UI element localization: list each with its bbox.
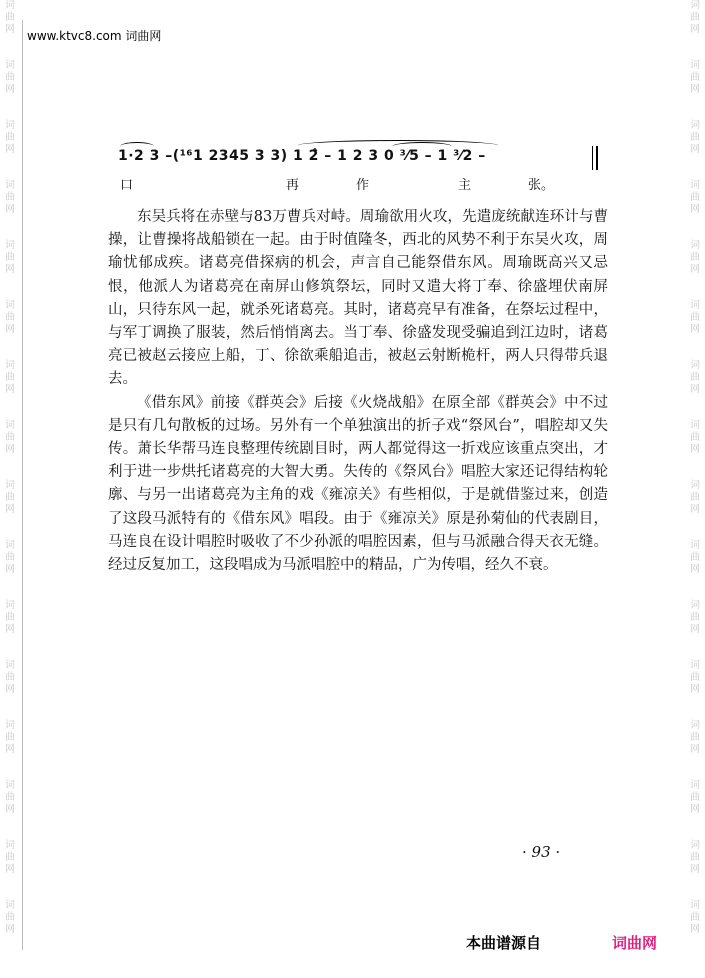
footer-site-link[interactable]: 词曲网	[612, 934, 658, 952]
watermark-char: 网	[690, 684, 700, 695]
watermark-char: 曲	[690, 852, 700, 863]
watermark-char: 网	[690, 864, 700, 875]
watermark-group	[2, 0, 18, 60]
score-lyric: 再	[286, 178, 300, 193]
watermark-char: 网	[5, 804, 15, 815]
watermark-char: 网	[5, 144, 15, 155]
watermark-group	[687, 420, 703, 480]
watermark-char: 曲	[690, 12, 700, 23]
watermark-char: 曲	[5, 612, 15, 623]
watermark-char: 曲	[5, 552, 15, 563]
watermark-char: 曲	[690, 792, 700, 803]
score-lyric: 主	[458, 178, 472, 193]
footer-source-label: 本曲谱源自	[466, 934, 542, 952]
watermark-char: 网	[5, 684, 15, 695]
watermark-char: 词	[5, 120, 15, 131]
watermark-char: 网	[5, 384, 15, 395]
watermark-group	[2, 780, 18, 840]
watermark-char: 网	[5, 84, 15, 95]
watermark-char: 词	[5, 360, 15, 371]
watermark-char: 曲	[5, 192, 15, 203]
watermark-group	[687, 360, 703, 420]
watermark-group	[2, 660, 18, 720]
watermark-char: 网	[690, 84, 700, 95]
score-lyric: 张。	[528, 178, 555, 193]
watermark-char: 曲	[690, 912, 700, 923]
watermark-char: 词	[690, 180, 700, 191]
left-watermark-column	[2, 0, 18, 960]
watermark-char: 曲	[5, 732, 15, 743]
watermark-group	[687, 300, 703, 360]
watermark-group	[687, 60, 703, 120]
watermark-char: 词	[5, 180, 15, 191]
watermark-group	[2, 600, 18, 660]
watermark-char: 网	[5, 924, 15, 935]
watermark-char: 曲	[690, 432, 700, 443]
watermark-group	[2, 300, 18, 360]
watermark-char: 网	[690, 384, 700, 395]
watermark-char: 网	[690, 324, 700, 335]
watermark-char: 词	[690, 540, 700, 551]
watermark-group	[2, 180, 18, 240]
watermark-char: 曲	[5, 912, 15, 923]
watermark-char: 词	[690, 60, 700, 71]
watermark-char: 词	[5, 660, 15, 671]
watermark-char: 网	[690, 744, 700, 755]
watermark-char: 词	[690, 420, 700, 431]
watermark-char: 网	[5, 324, 15, 335]
watermark-char: 曲	[690, 732, 700, 743]
watermark-group	[2, 120, 18, 180]
watermark-group	[2, 240, 18, 300]
watermark-char: 曲	[5, 252, 15, 263]
watermark-char: 网	[690, 804, 700, 815]
watermark-char: 网	[5, 504, 15, 515]
watermark-char: 网	[5, 264, 15, 275]
watermark-char: 词	[5, 600, 15, 611]
watermark-char: 词	[690, 480, 700, 491]
watermark-char: 网	[5, 864, 15, 875]
page-number: · 93 ·	[522, 843, 561, 861]
watermark-group	[2, 840, 18, 900]
score-notes: 1·2 3 –(¹⁶1 2345 3 3) 1 2̂ – 1 2 3 0 ³⁄5 – 1 ³⁄2 –	[118, 148, 486, 164]
paragraph: 东吴兵将在赤壁与83万曹兵对峙。周瑜欲用火攻，先遣庞统献连环计与曹操，让曹操将战船锁在一起。由于时值隆冬，西北的风势不利于东吴火攻，周瑜忧郁成疾。诸葛亮借探病的机会，声言自己能祭借东风。周瑜既高兴又忌恨，他派人为诸葛亮在南屏山修筑祭坛，同时又遣大将丁奉、徐盛埋伏南屏山，只待东风一起，就杀死诸葛亮。其时，诸葛亮早有准备，在祭坛过程中，与军丁调换了服装，然后悄悄离去。当丁奉、徐盛发现受骗追到江边时，诸葛亮已被赵云接应上船，丁、徐欲乘船追击，被赵云射断桅杆，两人只得带兵退去。	[108, 209, 608, 388]
site-url: www.ktvc8.com 词曲网	[27, 29, 162, 43]
watermark-group	[2, 720, 18, 780]
watermark-char: 词	[5, 240, 15, 251]
watermark-char: 词	[5, 0, 15, 11]
watermark-group	[2, 480, 18, 540]
watermark-char: 词	[5, 60, 15, 71]
watermark-char: 曲	[5, 432, 15, 443]
watermark-char: 网	[5, 444, 15, 455]
watermark-char: 词	[690, 900, 700, 911]
watermark-char: 曲	[690, 372, 700, 383]
watermark-char: 词	[5, 300, 15, 311]
watermark-char: 网	[5, 564, 15, 575]
watermark-char: 网	[5, 744, 15, 755]
watermark-char: 网	[690, 504, 700, 515]
watermark-char: 网	[5, 624, 15, 635]
watermark-char: 曲	[690, 552, 700, 563]
watermark-char: 曲	[690, 312, 700, 323]
watermark-group	[2, 900, 18, 960]
score-lyric: 口	[120, 178, 134, 193]
watermark-char: 曲	[5, 852, 15, 863]
watermark-group	[687, 600, 703, 660]
watermark-char: 网	[690, 264, 700, 275]
watermark-group	[2, 540, 18, 600]
watermark-char: 词	[690, 840, 700, 851]
score-slur	[120, 142, 154, 151]
right-watermark-column	[687, 0, 703, 960]
watermark-char: 曲	[5, 492, 15, 503]
watermark-group	[2, 60, 18, 120]
watermark-group	[687, 840, 703, 900]
score-lyric: 作	[356, 178, 370, 193]
watermark-char: 曲	[690, 72, 700, 83]
watermark-char: 词	[5, 480, 15, 491]
page-margin-rule	[22, 20, 23, 950]
watermark-group	[687, 0, 703, 60]
watermark-char: 词	[5, 420, 15, 431]
watermark-char: 词	[690, 0, 700, 11]
watermark-char: 曲	[690, 132, 700, 143]
watermark-char: 词	[5, 900, 15, 911]
watermark-char: 曲	[5, 72, 15, 83]
watermark-char: 网	[5, 24, 15, 35]
watermark-char: 网	[690, 24, 700, 35]
paragraph: 《借东风》前接《群英会》后接《火烧战船》在原全部《群英会》中不过是只有几句散板的过场。另外有一个单独演出的折子戏“祭风台”，唱腔却又失传。萧长华帮马连良整理传统剧目时，两人都觉得这一折戏应该重点突出，才利于进一步烘托诸葛亮的大智大勇。失传的《祭风台》唱腔大家还记得结构轮廓、与另一出诸葛亮为主角的戏《雍凉关》有些相似，于是就借鉴过来，创造了这段马派特有的《借东风》唱段。由于《雍凉关》原是孙菊仙的代表剧目，马连良在设计唱腔时吸收了不少孙派的唱腔因素，但与马派融合得天衣无缝。经过反复加工，这段唱成为马派唱腔中的精品，广为传唱，经久不衰。	[108, 394, 608, 574]
watermark-char: 曲	[5, 372, 15, 383]
watermark-char: 曲	[690, 192, 700, 203]
watermark-char: 网	[690, 144, 700, 155]
watermark-char: 词	[5, 720, 15, 731]
watermark-char: 词	[690, 660, 700, 671]
watermark-char: 曲	[5, 12, 15, 23]
watermark-char: 网	[690, 564, 700, 575]
watermark-char: 网	[690, 924, 700, 935]
watermark-char: 词	[690, 720, 700, 731]
watermark-char: 曲	[690, 612, 700, 623]
watermark-char: 词	[690, 300, 700, 311]
watermark-char: 词	[5, 840, 15, 851]
watermark-char: 词	[690, 780, 700, 791]
watermark-group	[687, 540, 703, 600]
watermark-group	[687, 240, 703, 300]
watermark-char: 词	[5, 540, 15, 551]
watermark-group	[687, 780, 703, 840]
watermark-char: 曲	[5, 132, 15, 143]
article-body	[108, 206, 608, 577]
final-barline	[592, 146, 598, 170]
watermark-group	[2, 360, 18, 420]
watermark-group	[687, 480, 703, 540]
watermark-char: 词	[690, 360, 700, 371]
watermark-char: 词	[690, 120, 700, 131]
watermark-char: 曲	[690, 492, 700, 503]
watermark-group	[2, 420, 18, 480]
watermark-group	[687, 120, 703, 180]
watermark-char: 曲	[690, 672, 700, 683]
watermark-group	[687, 720, 703, 780]
watermark-char: 词	[690, 240, 700, 251]
watermark-char: 网	[690, 624, 700, 635]
watermark-char: 曲	[690, 252, 700, 263]
watermark-group	[687, 900, 703, 960]
watermark-char: 词	[5, 780, 15, 791]
watermark-group	[687, 660, 703, 720]
watermark-char: 曲	[5, 672, 15, 683]
watermark-char: 词	[690, 600, 700, 611]
watermark-char: 曲	[5, 312, 15, 323]
watermark-char: 网	[5, 204, 15, 215]
watermark-group	[687, 180, 703, 240]
watermark-char: 网	[690, 204, 700, 215]
watermark-char: 曲	[5, 792, 15, 803]
watermark-char: 网	[690, 444, 700, 455]
score-slur	[392, 142, 452, 151]
